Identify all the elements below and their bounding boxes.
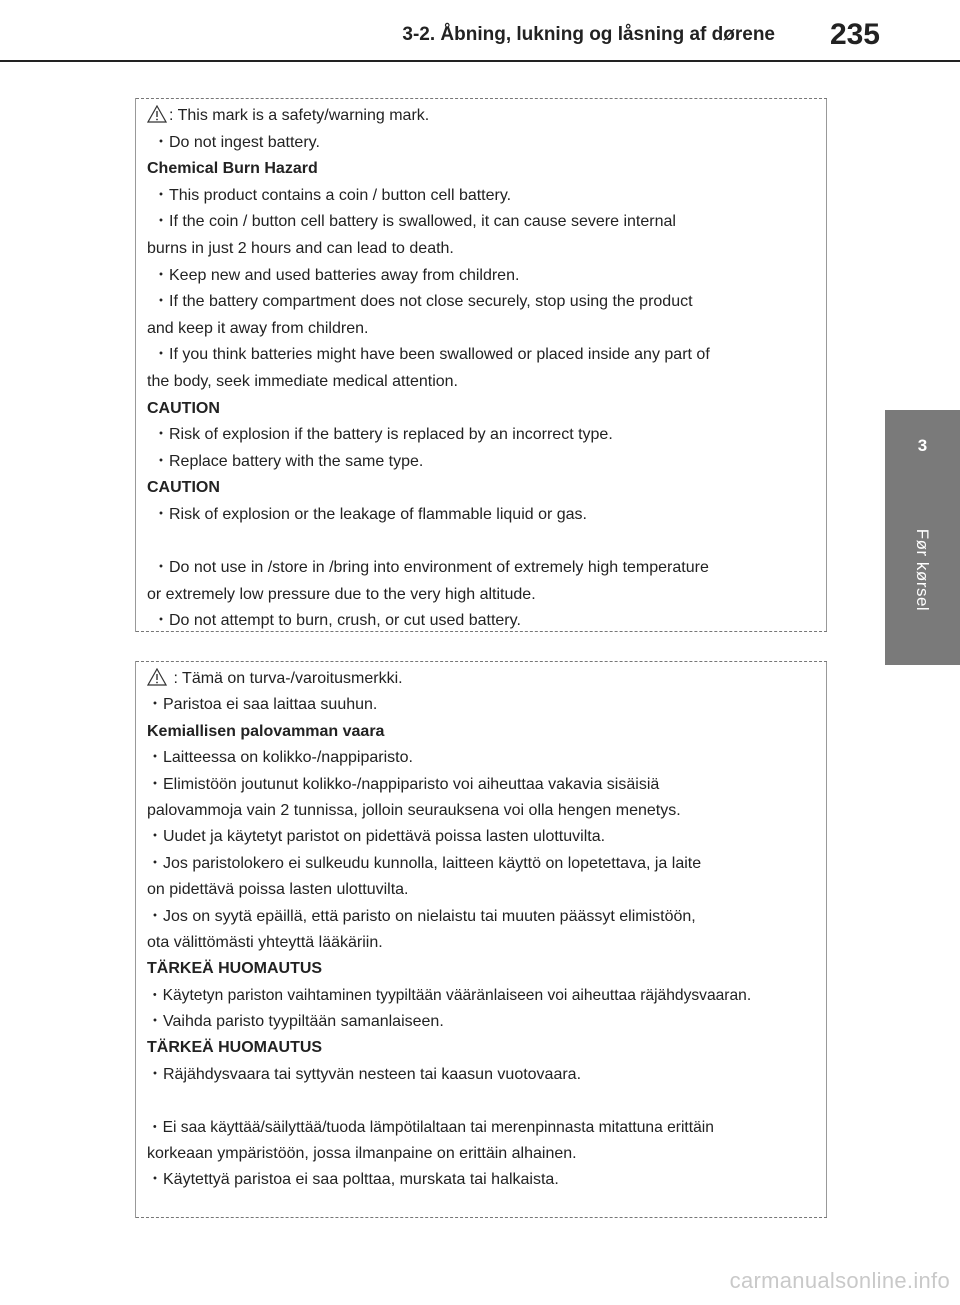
section-heading: TÄRKEÄ HUOMAUTUS: [147, 960, 323, 978]
section-heading: Chemical Burn Hazard: [147, 160, 318, 178]
page-header: [0, 0, 960, 62]
text-line: ・Käytetyn pariston vaihtaminen tyypiltään vääränlaiseen voi aiheuttaa räjähdysvaaran.: [147, 986, 752, 1004]
text-line: ・Keep new and used batteries away from children.: [153, 266, 520, 284]
warning-mark-line: [147, 666, 820, 692]
english-warning-box: [135, 98, 827, 632]
english-warning-content: [147, 103, 820, 635]
text-line: ・If the battery compartment does not close securely, stop using the product: [153, 293, 693, 311]
blank-line: [147, 529, 820, 556]
warning-mark-text: : Tämä on turva-/varoitusmerkki.: [173, 670, 403, 687]
chapter-side-tab[interactable]: [885, 410, 960, 665]
chapter-number: 3: [917, 436, 928, 455]
warning-mark-text: : This mark is a safety/warning mark.: [169, 107, 430, 124]
text-line: korkeaan ympäristöön, jossa ilmanpaine on erittäin alhainen.: [147, 1145, 577, 1163]
blank-line: [147, 1088, 820, 1114]
text-line: or extremely low pressure due to the very high altitude.: [147, 585, 536, 603]
section-heading: CAUTION: [147, 399, 220, 417]
text-line: palovammoja vain 2 tunnissa, jolloin seurauksena voi olla hengen menetys.: [147, 801, 681, 819]
chapter-label: Før kørsel: [913, 528, 932, 612]
text-line: on pidettävä poissa lasten ulottuvilta.: [147, 881, 409, 899]
site-watermark: carmanualsonline.info: [729, 1268, 950, 1293]
text-line: ・Do not ingest battery.: [153, 133, 320, 151]
warning-triangle-icon: [147, 105, 167, 133]
text-line: ・If you think batteries might have been swallowed or placed inside any part of: [153, 346, 710, 364]
text-line: and keep it away from children.: [147, 319, 369, 337]
warning-triangle-icon: [147, 668, 167, 695]
section-heading: CAUTION: [147, 479, 220, 497]
text-line: ・Risk of explosion or the leakage of flammable liquid or gas.: [153, 505, 588, 523]
section-heading: TÄRKEÄ HUOMAUTUS: [147, 1039, 323, 1057]
text-line: ・If the coin / button cell battery is swallowed, it can cause severe internal: [153, 213, 676, 231]
text-line: ・Do not use in /store in /bring into environment of extremely high temperature: [153, 559, 709, 577]
text-line: the body, seek immediate medical attention.: [147, 372, 458, 390]
section-heading: Kemiallisen palovamman vaara: [147, 722, 385, 740]
text-line: ・Uudet ja käytetyt paristot on pidettävä poissa lasten ulottuvilta.: [147, 828, 606, 846]
text-line: ota välittömästi yhteyttä lääkäriin.: [147, 933, 383, 951]
text-line: ・Jos on syytä epäillä, että paristo on nielaistu tai muuten päässyt elimistöön,: [147, 907, 696, 925]
text-line: ・Räjähdysvaara tai syttyvän nesteen tai kaasun vuotovaara.: [147, 1065, 582, 1083]
text-line: ・Paristoa ei saa laittaa suuhun.: [147, 696, 378, 714]
header-rule: [0, 60, 960, 62]
text-line: ・Ei saa käyttää/säilyttää/tuoda lämpötilaltaan tai merenpinnasta mitattuna erittäin: [147, 1118, 714, 1136]
text-line: ・Replace battery with the same type.: [153, 452, 424, 470]
text-line: ・Elimistöön joutunut kolikko-/nappiparisto voi aiheuttaa vakavia sisäisiä: [147, 775, 660, 793]
page-number: 235: [829, 18, 880, 51]
text-line: ・Jos paristolokero ei sulkeudu kunnolla, laitteen käyttö on lopetettava, ja laite: [147, 854, 702, 872]
text-line: ・Risk of explosion if the battery is replaced by an incorrect type.: [153, 426, 613, 444]
text-line: ・Laitteessa on kolikko-/nappiparisto.: [147, 749, 413, 767]
section-title: 3-2. Åbning, lukning og låsning af dørene: [402, 24, 775, 45]
finnish-warning-box: [135, 661, 827, 1218]
finnish-warning-content: [147, 666, 820, 1194]
text-line: ・Käytettyä paristoa ei saa polttaa, murskata tai halkaista.: [147, 1171, 559, 1189]
text-line: burns in just 2 hours and can lead to death.: [147, 239, 454, 257]
warning-mark-line: [147, 103, 820, 130]
text-line: ・Do not attempt to burn, crush, or cut used battery.: [153, 612, 521, 630]
text-line: ・Vaihda paristo tyypiltään samanlaiseen.: [147, 1013, 444, 1031]
text-line: ・This product contains a coin / button cell battery.: [153, 186, 512, 204]
